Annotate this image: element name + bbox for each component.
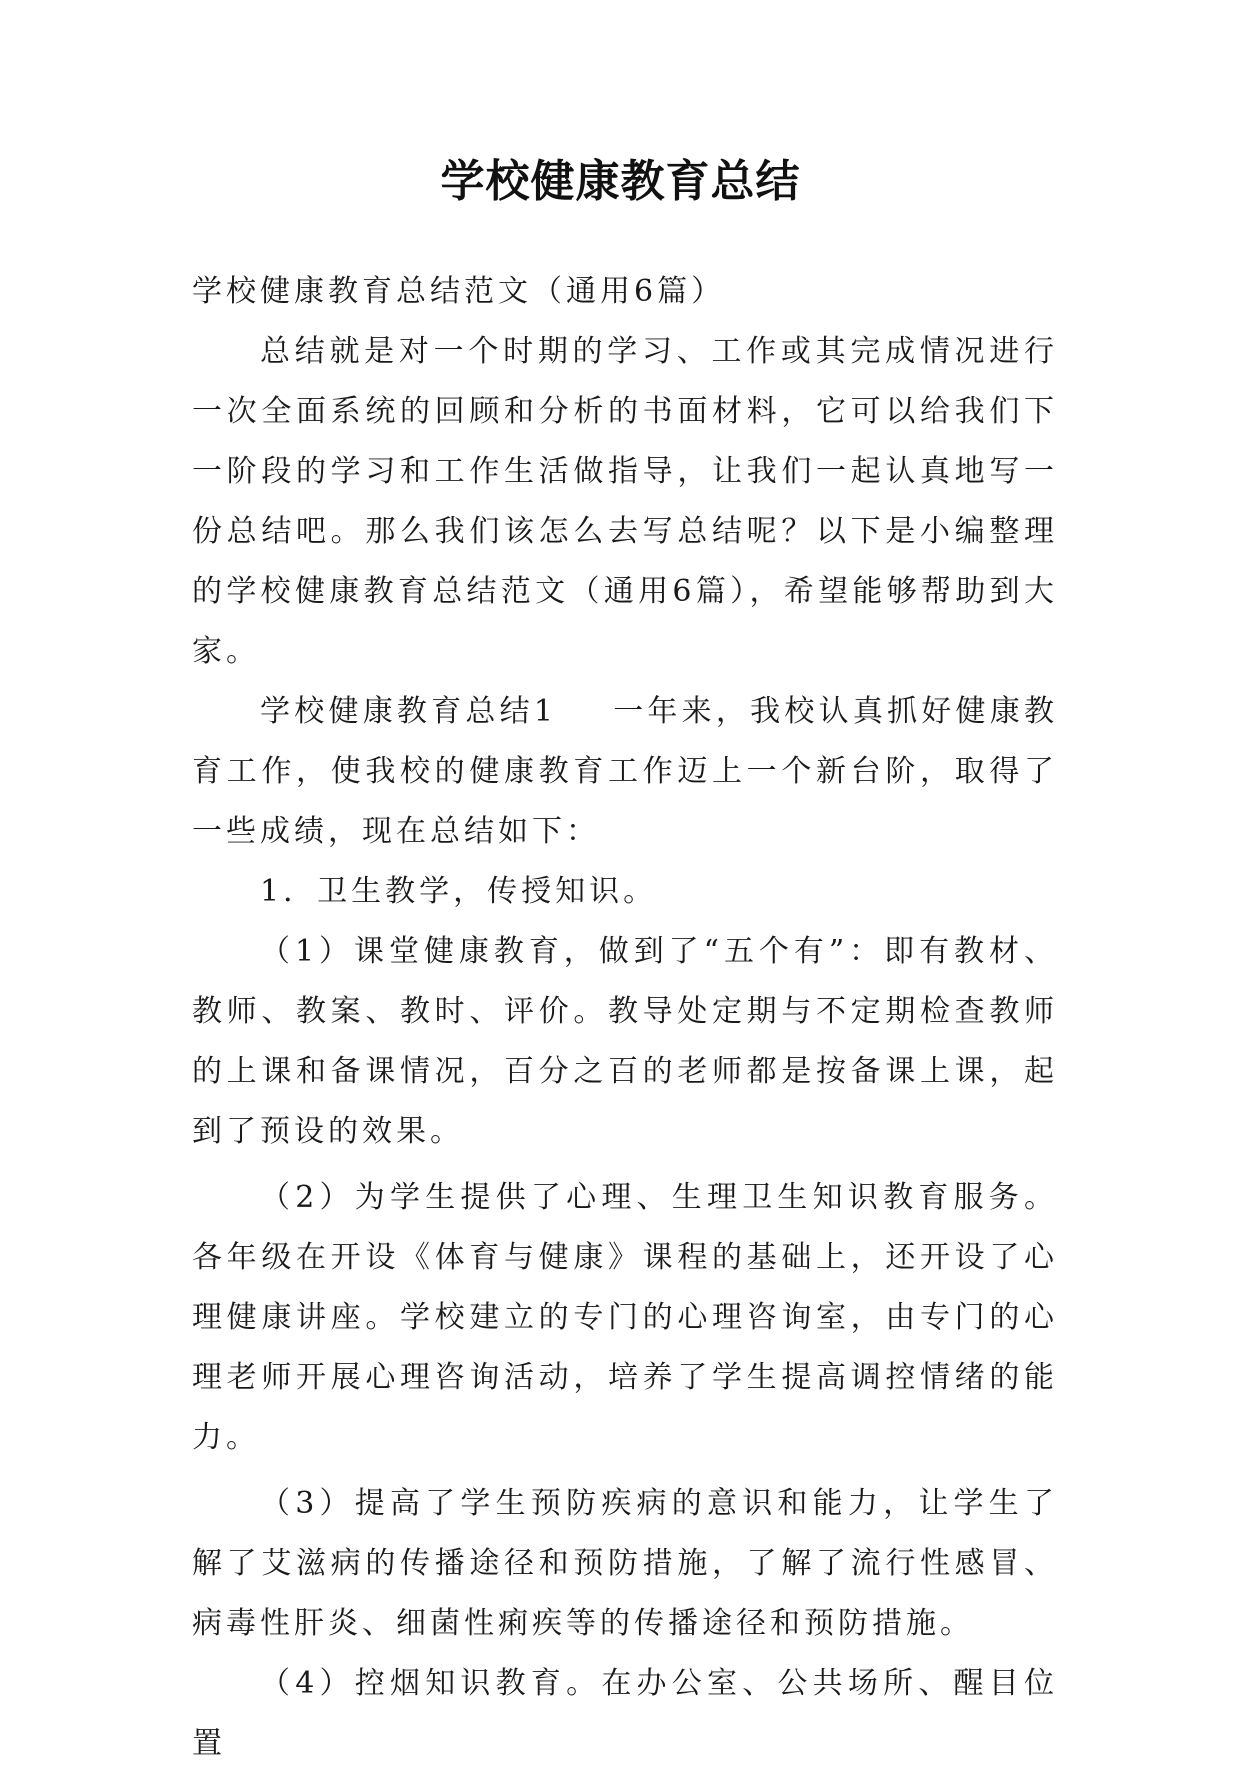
document-title: 学校健康教育总结 — [440, 156, 801, 207]
item-1-paragraph: （1）课堂健康教育，做到了“五个有”：即有教材、教师、教案、教时、评价。教导处定期与不定期检查教师的上课和备课情况，百分之百的老师都是按备课上课，起到了预设的效果。 — [192, 934, 1058, 1149]
section-1-heading: 学校健康教育总结1 — [260, 694, 557, 729]
intro-paragraph: 总结就是对一个时期的学习、工作或其完成情况进行一次全面系统的回顾和分析的书面材料，它可以给我们下一阶段的学习和工作生活做指导，让我们一起认真地写一份总结吧。那么我们该怎么去写总结呢？以下是小编整理的学校健康教育总结范文（通用6篇），希望能够帮助到大家。 — [192, 334, 1058, 669]
item-3-paragraph: （3）提高了学生预防疾病的意识和能力，让学生了解了艾滋病的传播途径和预防措施，了解了流行性感冒、病毒性肝炎、细菌性痢疾等的传播途径和预防措施。 — [192, 1486, 1058, 1641]
section-1-text: 一年来，我校认真抓好健康教育工作，使我校的健康教育工作迈上一个新台阶，取得了一些成绩，现在总结如下： — [192, 694, 1059, 849]
item-4-paragraph: （4）控烟知识教育。在办公室、公共场所、醒目位置 — [192, 1666, 1058, 1761]
section-1-paragraph — [192, 682, 1058, 862]
item-2-paragraph: （2）为学生提供了心理、生理卫生知识教育服务。各年级在开设《体育与健康》课程的基础上，还开设了心理健康讲座。学校建立的专门的心理咨询室，由专门的心理老师开展心理咨询活动，培养了学生提高调控情绪的能力。 — [192, 1180, 1058, 1455]
document-subtitle: 学校健康教育总结范文（通用6篇） — [192, 274, 726, 309]
point-1-heading: 1．卫生教学，传授知识。 — [260, 874, 658, 909]
document-body — [192, 262, 1058, 1774]
